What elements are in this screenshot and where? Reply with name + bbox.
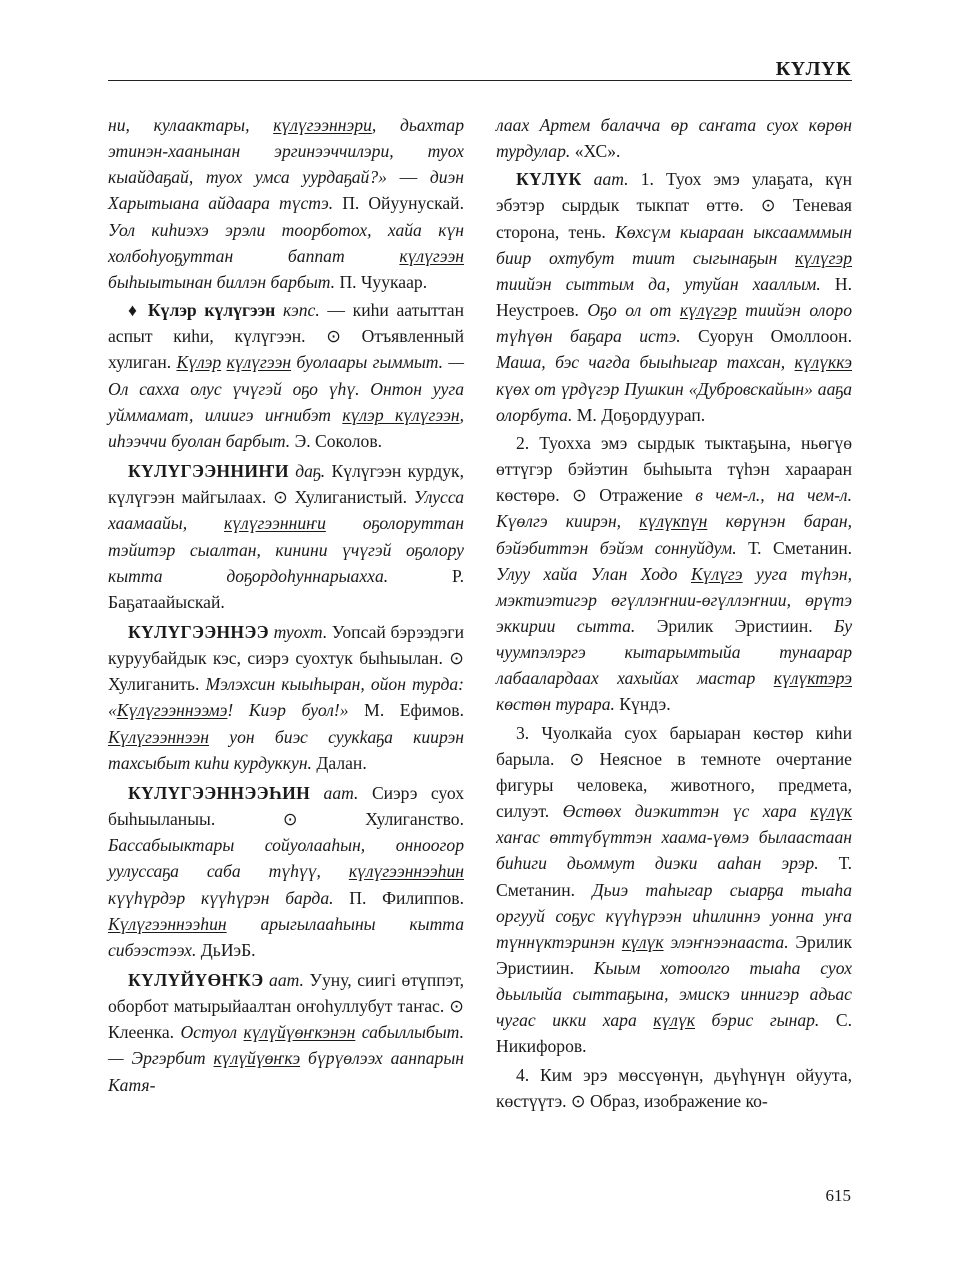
dictionary-entry: КҮЛҮГЭЭННЭЭ туохт. Уопсай бэрээдэги куруубайдык кэс, сиэрэ суохтук быһыылан. ⊙ Хулиганить. Мэлэхсин кыыһыран, ойон турда: «Күлүгээннээмэ! Киэр буол!» М. Ефимов. Күлүгээннээн уон биэс суукkаҕа киирэн тахсыбыт киһи курдуккун. Далан. xyxy=(108,621,465,773)
dictionary-entry: КҮЛҮК аат. 1. Туох эмэ улаҕата, күн эбэтэр сырдык тыкпат өттө. ⊙ Теневая сторона, тень. Көхсүм кыараан ыксаамммын биир охтубут тиит сыгынаҕын күлүгэр тиийэн сыттым да, утуйан хааллым. Н. Неустроев. Оҕо ол от күлүгэр тиийэн олоро түһүөн баҕара истэ. Суорун Омоллоон. Маша, бэс чагда быыһыгар тахсан, күлүккэ күөх от үрдүгэр Пушкин «Дубровскайын» ааҕа олорбута. М. Доҕордуурап. xyxy=(496,169,852,425)
dictionary-entry: 3. Чуолкайа суох барыаран көстөр киһи барыла. ⊙ Неясное в темноте очертание фигуры человека, животного, предмета, силуэт. Өстөөх диэкиттэн үс хара күлүк хаҥас өттүбүттэн хаама-үөмэ былаастаан биһиги дьоммут диэки ааһан эрэр. Т. Сметанин. Дьиэ таһыгар сыарҕа тыаһа оргууй соҕус күүһүрээн иһилиннэ уонна уҥа түннүктэринэн күлүк элэҥнээнааста. Эрилик Эристиин. Кыым хотоолго тыаһа суох дьылыйа сыттаҕына, эмискэ иннигэр адьас чугас икки хара күлүк бэрис гынар. С. Никифоров. xyxy=(496,722,853,1057)
dictionary-entry: КҮЛҮЙҮӨҤКЭ аат. Ууну, сиигі өтүппэт, оборбот матырыйаалтан оҥоһуллубут таҥас. ⊙ Клеенка. Остуол күлүйүөҥкэнэн сабыллыбыт. — Эргэрбит күлүйүөҥкэ бүрүөлээх аанnарын Катя- xyxy=(108,970,465,1095)
example-keyword: күлэр күлүгээн xyxy=(342,404,460,425)
headword: КҮЛҮЙҮӨҤКЭ xyxy=(128,970,264,990)
example-keyword: күлүйүөҥкэнэн xyxy=(243,1022,356,1043)
example-keyword: күлүкпүн xyxy=(639,511,708,532)
example-keyword: Күлүгээннээһин xyxy=(108,913,227,934)
example-keyword: күлүгээннэри xyxy=(273,115,372,135)
dictionary-entry: КҮЛҮГЭЭННЭЭҺИН аат. Сиэрэ суох быһыыланыы. ⊙ Хулиганство. Бассабыыктары сойуолааһын, онноогор уулуссаҕа саба түһүү, күлүгээннээһин күүһүрдэр күүһүрэн барда. П. Филиппов. Күлүгээннээһин арыгылааһыны кытта сибээстээх. ДьИэБ. xyxy=(108,782,464,960)
example-keyword: күлүк xyxy=(810,801,853,822)
example-keyword: күлүгээн xyxy=(226,352,292,373)
example-keyword: күлүгэр xyxy=(795,247,852,268)
dictionary-entry: ♦ Күлэр күлүгээн кэпс. — киһи аатыттан аспыт киһи, күлүгээн. ⊙ Отъявленный хулиган. Күлэр күлүгээн буолаары гыммыт. — Ол сахха олус үчүгэй оҕо үһү. Онтон ууга уйммамат, илиигэ иҥнибэт күлэр күлүгээн, иһээччи буолан барбыт. Э. Соколов. xyxy=(108,300,464,451)
example-keyword: күлүйүөҥкэ xyxy=(213,1048,301,1069)
dictionary-entry: лаах Артем балачча өр саҥата суох көрөн турдулар. «ХС». xyxy=(496,115,852,162)
headword: КҮЛҮК xyxy=(516,169,582,190)
example-keyword: Күлүгээннээн xyxy=(108,726,210,747)
example-keyword: күлүктэрэ xyxy=(773,668,852,689)
page-number: 615 xyxy=(825,1186,851,1205)
header-divider xyxy=(108,80,852,81)
example-keyword: күлүк xyxy=(621,931,664,952)
dictionary-entry: 4. Ким эрэ мөссүөнүн, дьүһүнүн ойуута, көстүүтэ. ⊙ Образ, изображение ко- xyxy=(496,1064,852,1111)
example-keyword: күлүгээнниҥи xyxy=(224,513,326,534)
dictionary-entry: КҮЛҮГЭЭННИҤИ даҕ. Күлүгээн курдук, күлүгээн майгылаах. ⊙ Хулиганистый. Улусса хаамаайы, күлүгээнниҥи оҕолоруттан тэйитэр сыалтан, кинини үчүгэй оҕолору кытта доҕордоһуннарыаххa. Р. Баҕатаайыскай. xyxy=(108,461,464,612)
example-keyword: Күлүгэ xyxy=(690,563,743,584)
example-keyword: Күлэр xyxy=(176,352,222,373)
example-keyword: Күлүгээннээмэ xyxy=(116,700,228,721)
example-keyword: күлүгээн xyxy=(399,245,464,266)
right-column xyxy=(496,112,852,1116)
headword: КҮЛҮГЭЭННИҤИ xyxy=(128,461,289,482)
example-keyword: күлүгээннээһин xyxy=(348,861,464,882)
left-column xyxy=(108,112,464,1100)
example-keyword: күлүгэр xyxy=(679,300,737,321)
example-keyword: күлүк xyxy=(653,1010,695,1031)
dictionary-entry: ни, кулаактары, күлүгээннэри, дьахтар этинэн-хаанынан эргинээччилэри, туох кыайдаҕай, туох умса уурдаҕай?» — диэн Харытыана айдаара түстэ. П. Ойуунускай. Уол киһиэхэ эрэли тоорботох, хайа күн холбоһуоҕуттан баппат күлүгээн быһыытынан биллэн барбыт. П. Чуукаар. xyxy=(108,115,464,292)
headword: КҮЛҮГЭЭННЭЭ xyxy=(128,621,269,642)
headword: КҮЛҮГЭЭННЭЭҺИН xyxy=(128,782,311,803)
running-header: КҮЛҮК xyxy=(775,58,851,80)
dictionary-entry: 2. Туохха эмэ сырдык тыктаҕына, ньөгүө өттүгэр бэйэтин быһыыта түһэн хараaран көстөрө. ⊙ Отражение в чем-л., на чем-л. Күөлгэ киирэн, күлүкпүн көрүнэн баран, бэйэбиттэн бэйэм соннуйдум. Т. Сметанин. Улуу хайа Улан Ходо Күлүгэ ууга түһэн, мэктиэтигэр өгүллэҥнии-өгүллэҥнии, өрүтэ эккирии сытта. Эрилик Эристиин. Бу чуумпэлэргэ кытарымтыйа тунаарар лабаалардаах хахыйах мастар күлүктэрэ көстөн турара. Күндэ. xyxy=(496,432,853,715)
example-keyword: күлүккэ xyxy=(794,352,852,373)
